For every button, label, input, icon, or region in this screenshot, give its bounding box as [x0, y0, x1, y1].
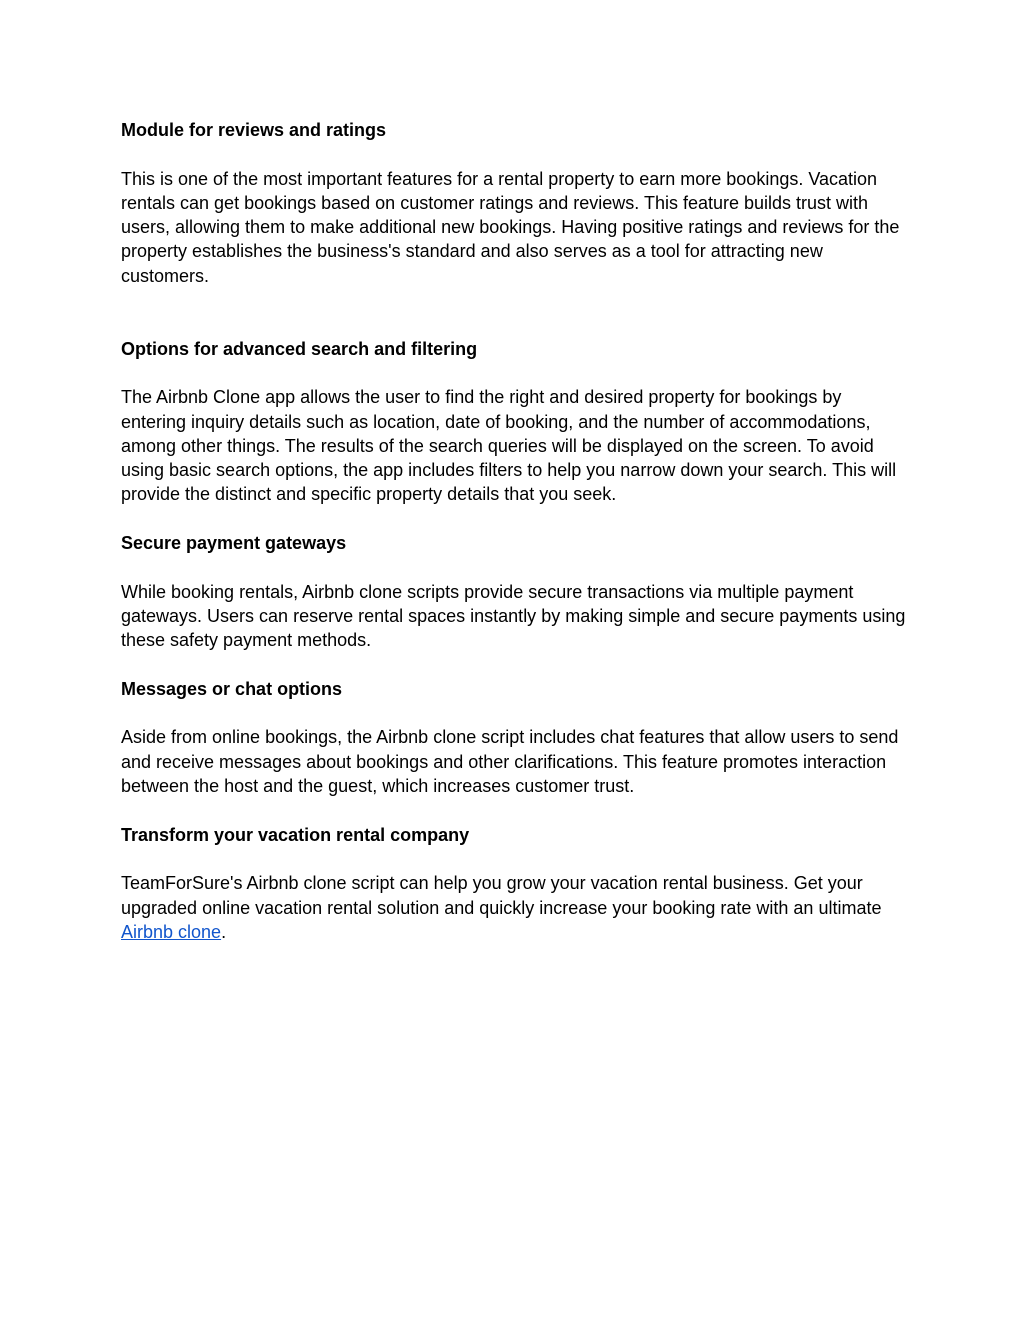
section-body-chat: Aside from online bookings, the Airbnb clone script includes chat features that allow users to send and receive messages about bookings and other clarifications. This feature promotes interaction between the host and the guest, which increases customer trust.	[121, 727, 899, 797]
section-body-transform	[121, 871, 911, 944]
section-body-search: The Airbnb Clone app allows the user to find the right and desired property for bookings by entering inquiry details such as location, date of booking, and the number of accommodations, among other things. The results of the search queries will be displayed on the screen. To avoid using basic search options, the app includes filters to help you narrow down your search. This will provide the distinct and specific property details that you seek.	[121, 387, 897, 505]
section-heading-payment: Secure payment gateways	[121, 533, 347, 554]
section-body-transform-text: TeamForSure's Airbnb clone script can help you grow your vacation rental business. Get your upgraded online vacation rental solution and quickly increase your booking rate with an ultimate	[121, 873, 882, 918]
section-body-transform-trailing: .	[221, 921, 227, 942]
section-heading-reviews: Module for reviews and ratings	[121, 120, 387, 140]
section-heading-search: Options for advanced search and filtering	[121, 338, 478, 359]
section-body-payment: While booking rentals, Airbnb clone scripts provide secure transactions via multiple payment gateways. Users can reserve rental spaces instantly by making simple and secure payments using these safety payment methods.	[121, 581, 906, 651]
document-page	[121, 118, 911, 968]
airbnb-clone-link[interactable]: Airbnb clone	[121, 921, 222, 942]
section-heading-transform: Transform your vacation rental company	[121, 824, 470, 845]
section-heading-chat: Messages or chat options	[121, 678, 343, 699]
section-body-reviews: This is one of the most important features for a rental property to earn more bookings. Vacation rentals can get bookings based on customer ratings and reviews. This feature builds trust with users, allowing them to make additional new bookings. Having positive ratings and reviews for the property establishes the business's standard and also serves as a tool for attracting new customers.	[121, 168, 900, 286]
